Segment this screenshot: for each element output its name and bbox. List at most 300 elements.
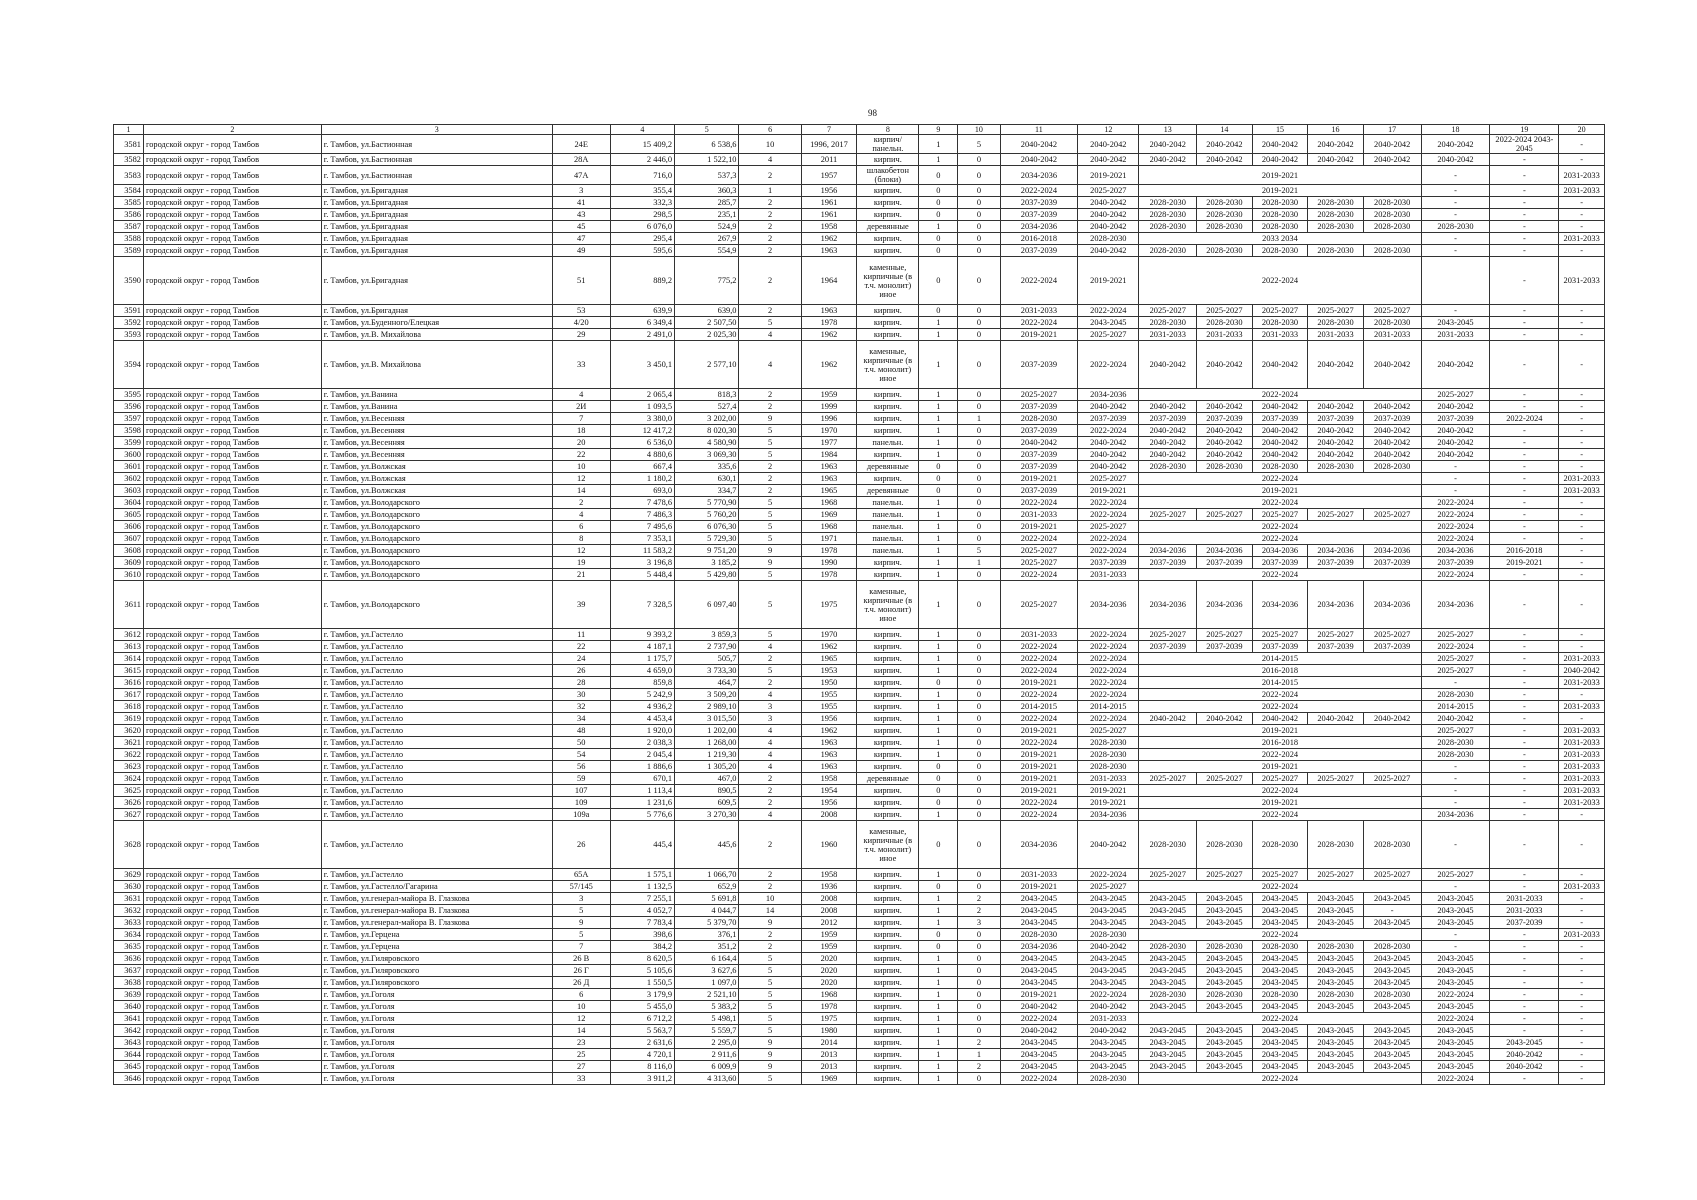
col-13-cell: 2043-2045 — [1139, 977, 1197, 989]
merged-period-cell: 2022-2024 — [1139, 1013, 1421, 1025]
material-cell: кирпич. — [857, 1061, 919, 1073]
col-11-cell: 2022-2024 — [1000, 653, 1078, 665]
address-cell: г. Тамбов, ул.генерал-майора В. Глазкова — [321, 905, 552, 917]
table-row — [114, 209, 1605, 221]
material-cell: кирпич. — [857, 905, 919, 917]
col-10-cell: 5 — [958, 135, 1000, 154]
col-11-cell: 2037-2039 — [1000, 461, 1078, 473]
col-9-cell: 0 — [919, 797, 958, 809]
col-19-cell: - — [1490, 941, 1559, 953]
col-10-cell: 0 — [958, 197, 1000, 209]
col-19-cell: - — [1490, 677, 1559, 689]
col-19-cell: - — [1490, 881, 1559, 893]
col-10-cell: 0 — [958, 497, 1000, 509]
col-17-cell: 2028-2030 — [1363, 209, 1421, 221]
floors-cell: 2 — [739, 485, 801, 497]
col-17-cell: 2028-2030 — [1363, 941, 1421, 953]
row-number-cell: 3612 — [114, 629, 144, 641]
col-15-cell: 2028-2030 — [1252, 821, 1308, 869]
col-11-cell: 2022-2024 — [1000, 809, 1078, 821]
address-cell: г. Тамбов, ул.Гастелло — [321, 773, 552, 785]
row-number-cell: 3589 — [114, 245, 144, 257]
living-area-cell: 554,9 — [675, 245, 739, 257]
district-cell: городской округ - город Тамбов — [143, 413, 321, 425]
col-9-cell: 1 — [919, 437, 958, 449]
district-cell: городской округ - город Тамбов — [143, 641, 321, 653]
col-15-cell: 2025-2027 — [1252, 305, 1308, 317]
col-9-cell: 1 — [919, 509, 958, 521]
table-row — [114, 905, 1605, 917]
total-area-cell: 7 353,1 — [610, 533, 674, 545]
address-cell: г. Тамбов, ул.Володарского — [321, 569, 552, 581]
material-cell: кирпич. — [857, 881, 919, 893]
col-18-cell: - — [1421, 941, 1490, 953]
year-cell: 2011 — [801, 154, 857, 166]
col-11-cell: 2037-2039 — [1000, 425, 1078, 437]
year-cell: 1968 — [801, 497, 857, 509]
merged-period-cell: 2019-2021 — [1139, 166, 1421, 185]
col-11-cell: 2019-2021 — [1000, 773, 1078, 785]
col-14-cell: 2040-2042 — [1197, 425, 1253, 437]
address-cell: г. Тамбов, ул.Буденного/Елецкая — [321, 317, 552, 329]
total-area-cell: 4 880,6 — [610, 449, 674, 461]
col-18-cell: 2022-2024 — [1421, 497, 1490, 509]
col-15-cell: 2043-2045 — [1252, 917, 1308, 929]
col-16-cell: 2043-2045 — [1308, 977, 1364, 989]
table-row — [114, 1037, 1605, 1049]
col-12-cell: 2019-2021 — [1078, 785, 1139, 797]
col-19-cell: - — [1490, 509, 1559, 521]
living-area-cell: 1 268,00 — [675, 737, 739, 749]
total-area-cell: 1 550,5 — [610, 977, 674, 989]
living-area-cell: 3 069,30 — [675, 449, 739, 461]
material-cell: кирпич. — [857, 809, 919, 821]
district-cell: городской округ - город Тамбов — [143, 233, 321, 245]
col-16-cell: 2028-2030 — [1308, 221, 1364, 233]
table-row — [114, 185, 1605, 197]
material-cell: кирпич. — [857, 869, 919, 881]
year-cell: 1978 — [801, 569, 857, 581]
living-area-cell: 1 066,70 — [675, 869, 739, 881]
row-number-cell: 3582 — [114, 154, 144, 166]
col-14-cell: 2034-2036 — [1197, 545, 1253, 557]
floors-cell: 2 — [739, 233, 801, 245]
total-area-cell: 5 242,9 — [610, 689, 674, 701]
row-number-cell: 3616 — [114, 677, 144, 689]
col-13-cell: 2040-2042 — [1139, 154, 1197, 166]
material-cell: шлакобетон (блоки) — [857, 166, 919, 185]
row-number-cell: 3645 — [114, 1061, 144, 1073]
col-12-cell: 2019-2021 — [1078, 485, 1139, 497]
house-number-cell: 22 — [552, 449, 610, 461]
col-10-cell: 0 — [958, 533, 1000, 545]
col-19-cell: - — [1490, 154, 1559, 166]
col-15-cell: 2043-2045 — [1252, 1037, 1308, 1049]
material-cell: кирпич. — [857, 1025, 919, 1037]
year-cell: 1961 — [801, 197, 857, 209]
living-area-cell: 235,1 — [675, 209, 739, 221]
col-12-cell: 2022-2024 — [1078, 665, 1139, 677]
col-11-cell: 2034-2036 — [1000, 166, 1078, 185]
col-20-cell: - — [1559, 197, 1605, 209]
district-cell: городской округ - город Тамбов — [143, 581, 321, 629]
row-number-cell: 3591 — [114, 305, 144, 317]
floors-cell: 2 — [739, 166, 801, 185]
year-cell: 1963 — [801, 749, 857, 761]
col-16-cell: 2040-2042 — [1308, 135, 1364, 154]
district-cell: городской округ - город Тамбов — [143, 785, 321, 797]
material-cell: кирпич. — [857, 185, 919, 197]
col-17-cell: 2028-2030 — [1363, 821, 1421, 869]
floors-cell: 2 — [739, 245, 801, 257]
floors-cell: 2 — [739, 941, 801, 953]
district-cell: городской округ - город Тамбов — [143, 449, 321, 461]
row-number-cell: 3603 — [114, 485, 144, 497]
col-9-cell: 1 — [919, 905, 958, 917]
col-20-cell: - — [1559, 569, 1605, 581]
col-15-cell: 2043-2045 — [1252, 1061, 1308, 1073]
col-11-cell: 2031-2033 — [1000, 509, 1078, 521]
table-row — [114, 329, 1605, 341]
col-12-cell: 2028-2030 — [1078, 1073, 1139, 1085]
col-19-cell: - — [1490, 437, 1559, 449]
address-cell: г. Тамбов, ул.Гастелло — [321, 809, 552, 821]
col-11-cell: 2040-2042 — [1000, 1025, 1078, 1037]
col-11-cell: 2022-2024 — [1000, 185, 1078, 197]
col-19-cell: - — [1490, 1073, 1559, 1085]
house-number-cell: 29 — [552, 329, 610, 341]
col-10-cell: 0 — [958, 509, 1000, 521]
year-cell: 1968 — [801, 521, 857, 533]
col-12-cell: 2028-2030 — [1078, 929, 1139, 941]
col-14-cell: 2028-2030 — [1197, 941, 1253, 953]
floors-cell: 2 — [739, 461, 801, 473]
material-cell: кирпич. — [857, 629, 919, 641]
district-cell: городской округ - город Тамбов — [143, 185, 321, 197]
col-18-cell: 2034-2036 — [1421, 809, 1490, 821]
col-18-cell: 2037-2039 — [1421, 557, 1490, 569]
merged-period-cell: 2022-2024 — [1139, 881, 1421, 893]
house-number-cell: 47 — [552, 233, 610, 245]
house-number-cell: 4 — [552, 509, 610, 521]
table-row — [114, 197, 1605, 209]
address-cell: г. Тамбов, ул.Бастионная — [321, 166, 552, 185]
col-12-cell: 2034-2036 — [1078, 581, 1139, 629]
col-16-cell: 2028-2030 — [1308, 941, 1364, 953]
row-number-cell: 3586 — [114, 209, 144, 221]
floors-cell: 2 — [739, 197, 801, 209]
district-cell: городской округ - город Тамбов — [143, 245, 321, 257]
col-15-cell: 2028-2030 — [1252, 197, 1308, 209]
col-19-cell: - — [1490, 449, 1559, 461]
col-14-cell: 2040-2042 — [1197, 154, 1253, 166]
material-cell: деревянные — [857, 461, 919, 473]
row-number-cell: 3601 — [114, 461, 144, 473]
col-18-cell: 2043-2045 — [1421, 893, 1490, 905]
row-number-cell: 3583 — [114, 166, 144, 185]
col-16-cell: 2037-2039 — [1308, 557, 1364, 569]
district-cell: городской округ - город Тамбов — [143, 809, 321, 821]
col-10-cell: 0 — [958, 977, 1000, 989]
house-number-cell: 25 — [552, 1049, 610, 1061]
col-18-cell: 2043-2045 — [1421, 1061, 1490, 1073]
col-19-cell: - — [1490, 329, 1559, 341]
total-area-cell: 2 631,6 — [610, 1037, 674, 1049]
col-9-cell: 1 — [919, 533, 958, 545]
col-19-cell: - — [1490, 977, 1559, 989]
col-14-cell: 2028-2030 — [1197, 989, 1253, 1001]
col-14-cell: 2043-2045 — [1197, 1001, 1253, 1013]
col-12-cell: 2040-2042 — [1078, 135, 1139, 154]
merged-period-cell: 2022-2024 — [1139, 473, 1421, 485]
col-11-cell: 2022-2024 — [1000, 1013, 1078, 1025]
col-18-cell: - — [1421, 929, 1490, 941]
col-20-cell: - — [1559, 401, 1605, 413]
header-cell-12: 11 — [1000, 125, 1078, 135]
house-number-cell: 11 — [552, 629, 610, 641]
col-11-cell: 2037-2039 — [1000, 341, 1078, 389]
material-cell: кирпич. — [857, 917, 919, 929]
address-cell: г. Тамбов, ул.Бастионная — [321, 154, 552, 166]
material-cell: кирпич. — [857, 569, 919, 581]
col-17-cell: 2031-2033 — [1363, 329, 1421, 341]
address-cell: г. Тамбов, ул.Весенняя — [321, 449, 552, 461]
col-11-cell: 2031-2033 — [1000, 305, 1078, 317]
col-14-cell: 2028-2030 — [1197, 245, 1253, 257]
col-18-cell: - — [1421, 473, 1490, 485]
col-19-cell: 2019-2021 — [1490, 557, 1559, 569]
col-14-cell: 2025-2027 — [1197, 773, 1253, 785]
total-area-cell: 1 113,4 — [610, 785, 674, 797]
material-cell: кирпич. — [857, 749, 919, 761]
address-cell: г. Тамбов, ул.Гастелло — [321, 677, 552, 689]
address-cell: г. Тамбов, ул.Гоголя — [321, 1061, 552, 1073]
material-cell: каменные, кирпичные (в т.ч. монолит) иное — [857, 581, 919, 629]
col-19-cell: - — [1490, 629, 1559, 641]
house-number-cell: 4 — [552, 389, 610, 401]
col-14-cell: 2025-2027 — [1197, 509, 1253, 521]
living-area-cell: 5 559,7 — [675, 1025, 739, 1037]
col-17-cell: 2025-2027 — [1363, 629, 1421, 641]
address-cell: г. Тамбов, ул.Гоголя — [321, 989, 552, 1001]
floors-cell: 5 — [739, 449, 801, 461]
year-cell: 1968 — [801, 989, 857, 1001]
col-15-cell: 2028-2030 — [1252, 245, 1308, 257]
year-cell: 1962 — [801, 329, 857, 341]
material-cell: панельн. — [857, 509, 919, 521]
total-area-cell: 7 328,5 — [610, 581, 674, 629]
col-15-cell: 2043-2045 — [1252, 1025, 1308, 1037]
house-number-cell: 12 — [552, 545, 610, 557]
col-10-cell: 0 — [958, 821, 1000, 869]
col-13-cell: 2040-2042 — [1139, 449, 1197, 461]
floors-cell: 2 — [739, 677, 801, 689]
house-number-cell: 51 — [552, 257, 610, 305]
row-number-cell: 3611 — [114, 581, 144, 629]
living-area-cell: 3 733,30 — [675, 665, 739, 677]
total-area-cell: 1 132,5 — [610, 881, 674, 893]
house-number-cell: 3 — [552, 185, 610, 197]
row-number-cell: 3623 — [114, 761, 144, 773]
col-17-cell: 2028-2030 — [1363, 245, 1421, 257]
page-number: 98 — [868, 108, 877, 118]
col-18-cell: 2043-2045 — [1421, 953, 1490, 965]
house-number-cell: 28А — [552, 154, 610, 166]
floors-cell: 2 — [739, 929, 801, 941]
col-15-cell: 2034-2036 — [1252, 581, 1308, 629]
col-19-cell: 2043-2045 — [1490, 1037, 1559, 1049]
living-area-cell: 5 770,90 — [675, 497, 739, 509]
material-cell: деревянные — [857, 773, 919, 785]
total-area-cell: 2 446,0 — [610, 154, 674, 166]
district-cell: городской округ - город Тамбов — [143, 941, 321, 953]
col-14-cell: 2025-2027 — [1197, 629, 1253, 641]
living-area-cell: 464,7 — [675, 677, 739, 689]
col-18-cell: 2022-2024 — [1421, 509, 1490, 521]
col-13-cell: 2043-2045 — [1139, 1061, 1197, 1073]
total-area-cell: 5 776,6 — [610, 809, 674, 821]
col-9-cell: 1 — [919, 977, 958, 989]
table-row — [114, 341, 1605, 389]
col-17-cell: 2043-2045 — [1363, 1037, 1421, 1049]
col-17-cell: 2025-2027 — [1363, 509, 1421, 521]
address-cell: г. Тамбов, ул.Гиляровского — [321, 977, 552, 989]
table-row — [114, 713, 1605, 725]
col-19-cell: - — [1490, 257, 1559, 305]
col-20-cell: - — [1559, 135, 1605, 154]
district-cell: городской округ - город Тамбов — [143, 1001, 321, 1013]
district-cell: городской округ - город Тамбов — [143, 557, 321, 569]
material-cell: кирпич. — [857, 977, 919, 989]
col-19-cell: 2022-2024 — [1490, 413, 1559, 425]
col-20-cell: - — [1559, 545, 1605, 557]
col-9-cell: 0 — [919, 929, 958, 941]
col-9-cell: 1 — [919, 1061, 958, 1073]
table-row — [114, 749, 1605, 761]
address-cell: г. Тамбов, ул.Гоголя — [321, 1001, 552, 1013]
material-cell: деревянные — [857, 485, 919, 497]
col-13-cell: 2040-2042 — [1139, 401, 1197, 413]
district-cell: городской округ - город Тамбов — [143, 461, 321, 473]
col-10-cell: 0 — [958, 929, 1000, 941]
total-area-cell: 12 417,2 — [610, 425, 674, 437]
col-9-cell: 1 — [919, 1073, 958, 1085]
col-13-cell: 2040-2042 — [1139, 341, 1197, 389]
living-area-cell: 4 580,90 — [675, 437, 739, 449]
house-number-cell: 30 — [552, 689, 610, 701]
year-cell: 1962 — [801, 341, 857, 389]
header-cell-16: 15 — [1252, 125, 1308, 135]
table-row — [114, 689, 1605, 701]
living-area-cell: 6 009,9 — [675, 1061, 739, 1073]
col-14-cell: 2028-2030 — [1197, 821, 1253, 869]
material-cell: кирпич. — [857, 329, 919, 341]
col-11-cell: 2019-2021 — [1000, 989, 1078, 1001]
district-cell: городской округ - город Тамбов — [143, 1061, 321, 1073]
col-18-cell: 2034-2036 — [1421, 581, 1490, 629]
col-17-cell: 2040-2042 — [1363, 713, 1421, 725]
year-cell: 1970 — [801, 425, 857, 437]
living-area-cell: 360,3 — [675, 185, 739, 197]
address-cell: г. Тамбов, ул.Волжская — [321, 461, 552, 473]
district-cell: городской округ - город Тамбов — [143, 905, 321, 917]
col-19-cell: - — [1490, 653, 1559, 665]
year-cell: 1959 — [801, 389, 857, 401]
col-17-cell: 2037-2039 — [1363, 557, 1421, 569]
col-12-cell: 2022-2024 — [1078, 545, 1139, 557]
col-9-cell: 0 — [919, 233, 958, 245]
material-cell: кирпич. — [857, 665, 919, 677]
col-9-cell: 0 — [919, 185, 958, 197]
address-cell: г. Тамбов, ул.Гиляровского — [321, 965, 552, 977]
table-row — [114, 233, 1605, 245]
col-14-cell: 2043-2045 — [1197, 893, 1253, 905]
col-17-cell: 2043-2045 — [1363, 965, 1421, 977]
col-12-cell: 2014-2015 — [1078, 701, 1139, 713]
district-cell: городской округ - город Тамбов — [143, 665, 321, 677]
col-19-cell: - — [1490, 809, 1559, 821]
col-12-cell: 2025-2027 — [1078, 473, 1139, 485]
floors-cell: 2 — [739, 869, 801, 881]
district-cell: городской округ - город Тамбов — [143, 521, 321, 533]
floors-cell: 5 — [739, 629, 801, 641]
col-10-cell: 0 — [958, 461, 1000, 473]
col-13-cell: 2043-2045 — [1139, 905, 1197, 917]
col-12-cell: 2022-2024 — [1078, 677, 1139, 689]
header-cell-4 — [552, 125, 610, 135]
district-cell: городской округ - город Тамбов — [143, 1073, 321, 1085]
col-16-cell: 2043-2045 — [1308, 917, 1364, 929]
col-17-cell: 2028-2030 — [1363, 197, 1421, 209]
house-number-cell: 26 — [552, 665, 610, 677]
row-number-cell: 3634 — [114, 929, 144, 941]
col-18-cell: 2022-2024 — [1421, 533, 1490, 545]
district-cell: городской округ - город Тамбов — [143, 761, 321, 773]
col-11-cell: 2022-2024 — [1000, 797, 1078, 809]
col-16-cell: 2025-2027 — [1308, 629, 1364, 641]
living-area-cell: 1 097,0 — [675, 977, 739, 989]
total-area-cell: 2 038,3 — [610, 737, 674, 749]
living-area-cell: 267,9 — [675, 233, 739, 245]
col-17-cell: 2028-2030 — [1363, 989, 1421, 1001]
total-area-cell: 7 255,1 — [610, 893, 674, 905]
living-area-cell: 2 577,10 — [675, 341, 739, 389]
col-18-cell: - — [1421, 773, 1490, 785]
material-cell: кирпич. — [857, 1001, 919, 1013]
address-cell: г. Тамбов, ул.Гастелло — [321, 665, 552, 677]
col-12-cell: 2025-2027 — [1078, 521, 1139, 533]
year-cell: 2020 — [801, 977, 857, 989]
address-cell: г. Тамбов, ул.генерал-майора В. Глазкова — [321, 917, 552, 929]
merged-period-cell: 2022-2024 — [1139, 257, 1421, 305]
total-area-cell: 295,4 — [610, 233, 674, 245]
table-row — [114, 773, 1605, 785]
living-area-cell: 505,7 — [675, 653, 739, 665]
row-number-cell: 3625 — [114, 785, 144, 797]
house-number-cell: 27 — [552, 1061, 610, 1073]
col-12-cell: 2028-2030 — [1078, 233, 1139, 245]
col-19-cell: - — [1490, 581, 1559, 629]
table-row — [114, 389, 1605, 401]
col-20-cell: - — [1559, 317, 1605, 329]
address-cell: г. Тамбов, ул.Волжская — [321, 473, 552, 485]
col-18-cell: 2040-2042 — [1421, 425, 1490, 437]
floors-cell: 5 — [739, 665, 801, 677]
address-cell: г. Тамбов, ул.Гастелло/Гагарина — [321, 881, 552, 893]
table-row — [114, 917, 1605, 929]
col-10-cell: 1 — [958, 413, 1000, 425]
address-cell: г. Тамбов, ул.Гастелло — [321, 629, 552, 641]
